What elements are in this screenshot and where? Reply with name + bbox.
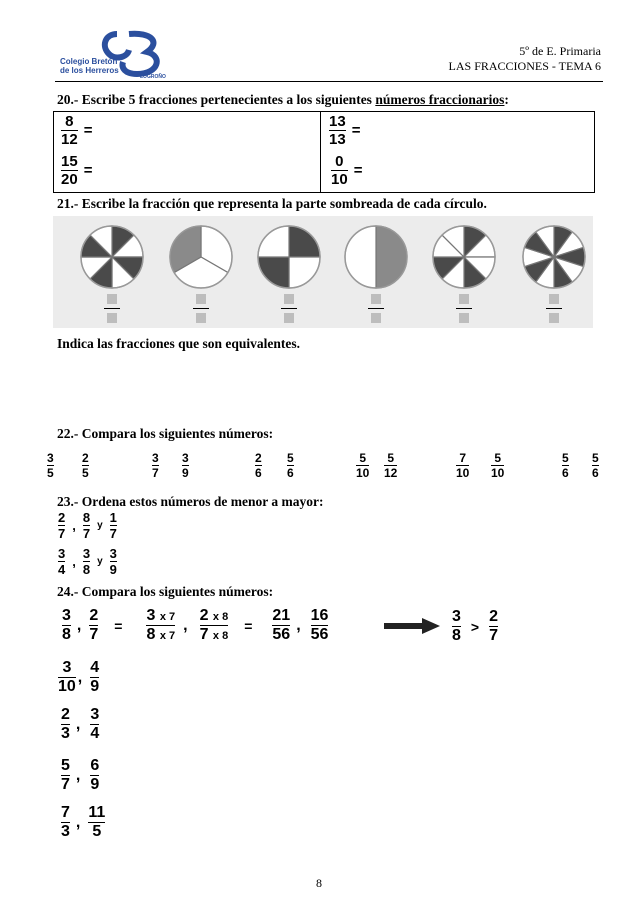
fraction: 5 6: [287, 451, 294, 480]
fraction: $\frac{2}{7}$: [89, 607, 99, 643]
fraction: 3 7: [152, 451, 159, 480]
answer-blank-denominator[interactable]: [549, 313, 559, 323]
fraction: $\frac{3}{10}$: [58, 659, 76, 695]
fraction: $\frac{3}{4}$: [90, 706, 100, 742]
q20-item-4[interactable]: [331, 154, 362, 187]
q20-answer-box: [53, 111, 595, 193]
answer-blank-numerator[interactable]: [549, 294, 559, 304]
answer-blank-numerator[interactable]: [196, 294, 206, 304]
q24-row-3[interactable]: $\frac{5}{7}$ , $\frac{6}{9}$: [61, 757, 100, 793]
answer-blank-denominator[interactable]: [371, 313, 381, 323]
answer-blank-denominator[interactable]: [107, 313, 117, 323]
answer-blank-denominator[interactable]: [196, 313, 206, 323]
answer-fraction-bar: [456, 308, 472, 309]
fraction: $\frac{11}{5}$: [88, 804, 106, 840]
fraction: $\frac{21}{56}$: [272, 607, 291, 643]
fraction-circle-2: [166, 222, 236, 292]
fraction-circle-6: [519, 222, 589, 292]
answer-fraction-bar: [104, 308, 120, 309]
comma: ,: [72, 554, 76, 569]
fraction: 2 6: [255, 451, 262, 480]
q21-circles: [53, 216, 593, 328]
school-city: LOGROÑO: [140, 74, 166, 80]
school-name: [60, 57, 119, 75]
answer-blank-numerator[interactable]: [107, 294, 117, 304]
q22-title: 22.- Compara los siguientes números:: [57, 426, 274, 441]
fraction: 5 10: [491, 451, 505, 480]
fraction: $\frac{16}{56}$: [310, 607, 329, 643]
q20-title: 20.- Escribe 5 fracciones pertenecientes a los siguientes números fraccionarios:: [57, 92, 509, 107]
header-divider: [55, 81, 603, 82]
equals-sign: =: [114, 617, 123, 634]
greater-than-sign: >: [470, 618, 480, 635]
q24-title: 24.- Compara los siguientes números:: [57, 584, 274, 599]
fraction: $\frac{2 x 8}{7 x 8}$: [199, 607, 229, 643]
circle-slice: [345, 226, 376, 288]
fraction: 2 5: [82, 451, 89, 480]
q20-item-2[interactable]: [329, 114, 360, 147]
fraction: 5 6: [562, 451, 569, 480]
q23-title: 23.- Ordena estos números de menor a mayor:: [57, 494, 324, 509]
answer-blank-numerator[interactable]: [459, 294, 469, 304]
fraction: $\frac{2}{7}$: [58, 510, 66, 541]
comma: ,: [72, 518, 76, 533]
fraction: $\frac{8}{7}$: [82, 510, 91, 541]
school-name-line2: de los Herreros: [60, 66, 119, 75]
q24-row-4[interactable]: $\frac{7}{3}$ , $\frac{11}{5}$: [61, 804, 106, 840]
answer-blank-denominator[interactable]: [284, 313, 294, 323]
fraction: $\frac{2}{7}$: [489, 608, 498, 644]
q20-item-1[interactable]: [61, 114, 92, 147]
q20-title-underlined: números fraccionarios: [375, 92, 505, 107]
fraction: $\frac{13}{13}$: [329, 113, 346, 148]
fraction-circle-4: [341, 222, 411, 292]
q23-row-2[interactable]: [58, 547, 117, 576]
q20-box-divider: [320, 112, 321, 192]
and-word: y: [97, 556, 103, 567]
fraction: $\frac{7}{3}$: [61, 804, 70, 840]
unit-label: LAS FRACCIONES - TEMA 6: [448, 59, 601, 73]
equals-sign: =: [83, 162, 93, 179]
q22-pairs: [0, 452, 638, 486]
fraction: 5 6: [592, 451, 599, 480]
answer-fraction-bar: [281, 308, 297, 309]
q21-title: 21.- Escribe la fracción que representa la parte sombreada de cada círculo.: [57, 196, 487, 211]
fraction: $\frac{1}{7}$: [109, 510, 117, 541]
arrow-right-icon: [384, 617, 440, 640]
fraction: 7 10: [456, 451, 470, 480]
fraction: $\frac{0}{10}$: [331, 153, 348, 188]
fraction: $\frac{8}{12}$: [61, 113, 78, 148]
fraction: $\frac{3}{4}$: [58, 546, 66, 577]
answer-blank-numerator[interactable]: [284, 294, 294, 304]
equals-sign: =: [351, 122, 361, 139]
q24-row-2[interactable]: $\frac{2}{3}$ , $\frac{3}{4}$: [61, 706, 100, 742]
page-number: 8: [316, 876, 322, 890]
fraction: $\frac{3}{8}$: [452, 608, 461, 644]
equals-sign: =: [244, 617, 253, 634]
fraction: $\frac{15}{20}$: [61, 153, 78, 188]
q24-row-1[interactable]: $\frac{3}{10}$ , $\frac{4}{9}$: [58, 659, 100, 695]
q24-example-result: [452, 609, 498, 644]
school-name-line1: Colegio Bretón: [60, 57, 118, 66]
fraction: 3 5: [47, 451, 54, 480]
answer-fraction-bar: [546, 308, 562, 309]
grade-label: 5º de E. Primaria: [519, 44, 601, 58]
equals-sign: =: [83, 122, 93, 139]
fraction: $\frac{4}{9}$: [90, 659, 100, 695]
header-info: [449, 44, 601, 74]
fraction: 5 10: [356, 451, 370, 480]
answer-fraction-bar: [193, 308, 209, 309]
and-word: y: [97, 520, 103, 531]
q20-item-3[interactable]: [61, 154, 92, 187]
answer-blank-numerator[interactable]: [371, 294, 381, 304]
fraction-circle-3: [254, 222, 324, 292]
circle-slice: [376, 226, 407, 288]
fraction: $\frac{2}{3}$: [61, 706, 70, 742]
q21-subtitle: Indica las fracciones que son equivalentes.: [57, 336, 301, 351]
q24-example: $\frac{3}{8}$ , $\frac{2}{7}$ = $\frac{3 x 7}{8 x 7}$ , $\frac{2 x 8}{7 x 8}$ = $\frac{21}{56}$ , $\frac{16}{56}$: [62, 607, 329, 643]
answer-blank-denominator[interactable]: [459, 313, 469, 323]
fraction-circle-1: [77, 222, 147, 292]
fraction: $\frac{3}{8}$: [82, 546, 91, 577]
answer-fraction-bar: [368, 308, 384, 309]
fraction: 5 12: [384, 451, 398, 480]
fraction: $\frac{3}{8}$: [62, 607, 71, 643]
fraction-circle-5: [429, 222, 499, 292]
fraction: 3 9: [182, 451, 189, 480]
fraction: $\frac{6}{9}$: [90, 757, 100, 793]
fraction: $\frac{3 x 7}{8 x 7}$: [146, 607, 176, 643]
equals-sign: =: [353, 162, 363, 179]
fraction: $\frac{3}{9}$: [109, 546, 117, 577]
q23-row-1[interactable]: [58, 511, 117, 540]
fraction: $\frac{5}{7}$: [61, 757, 70, 793]
